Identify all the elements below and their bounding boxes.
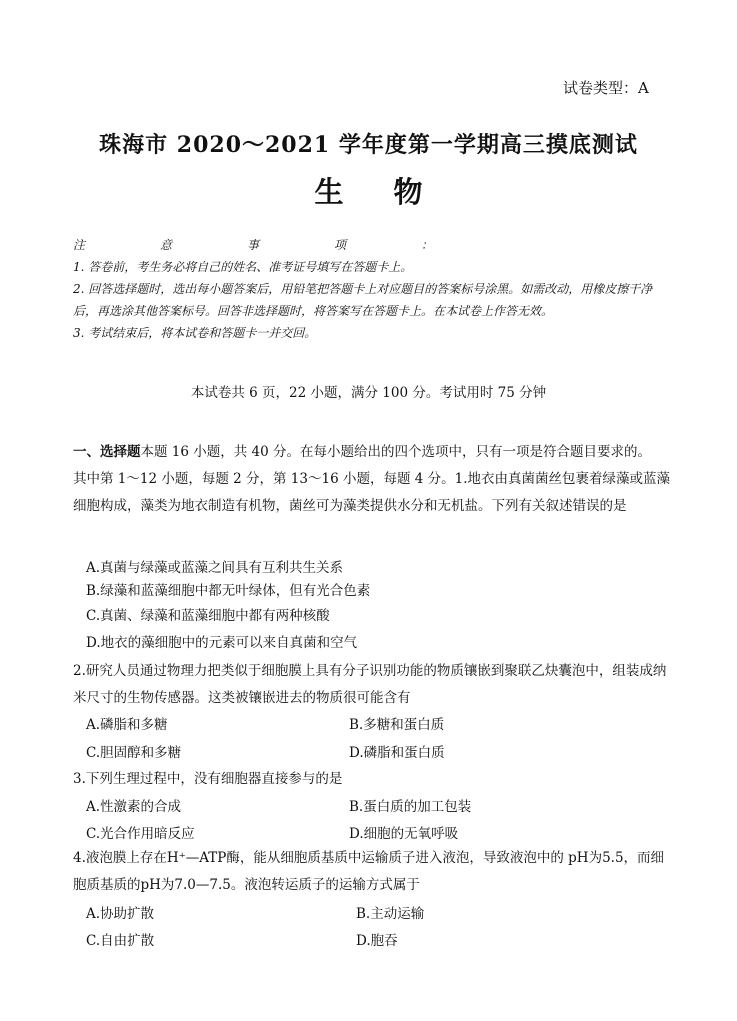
option-2a: A.磷脂和多糖	[86, 717, 168, 733]
question-stem: 3.下列生理过程中，没有细胞器直接参与的是	[73, 771, 343, 787]
notes-heading-char: ：	[420, 238, 433, 252]
notes-block	[73, 234, 673, 344]
option-1c: C.真菌、绿藻和蓝藻细胞中都有两种核酸	[86, 608, 330, 624]
section-heading: 一、选择题	[73, 444, 141, 460]
notes-item: 3. 考试结束后，将本试卷和答题卡一并交回。	[73, 326, 317, 340]
option-3b: B.蛋白质的加工包装	[349, 799, 472, 815]
option-1a: A.真菌与绿藻或蓝藻之间具有互利共生关系	[86, 560, 344, 576]
notes-heading-char: 事	[246, 238, 259, 252]
option-4d: D.胞吞	[356, 933, 398, 949]
option-3d: D.细胞的无氧呼吸	[349, 826, 459, 842]
section-intro	[73, 439, 673, 520]
option-3c: C.光合作用暗反应	[86, 826, 195, 842]
question-stem: 4.液泡膜上存在H⁺—ATP酶，能从细胞质基质中运输质子进入液泡，导致液泡中的 pH为5.5，而细胞质基质的pH为7.0—7.5。液泡转运质子的运输方式属于	[73, 850, 665, 893]
notes-heading-char: 注	[73, 238, 86, 252]
section-intro-scoring: 其中第 1～12 小题，每题 2 分，第 13～16 小题，每题 4 分。	[73, 471, 455, 487]
option-2b: B.多糖和蛋白质	[349, 717, 445, 733]
question-stem: 2.研究人员通过物理力把类似于细胞膜上具有分子识别功能的物质镶嵌到聚联乙炔囊泡中，组装成纳米尺寸的生物传感器。这类被镶嵌进去的物质很可能含有	[73, 663, 667, 706]
option-2d: D.磷脂和蛋白质	[349, 745, 445, 761]
paper-type-label: 试卷类型：A	[563, 79, 649, 97]
option-4c: C.自由扩散	[86, 933, 155, 949]
option-3a: A.性激素的合成	[86, 799, 182, 815]
option-4a: A.协助扩散	[86, 906, 155, 922]
option-2c: C.胆固醇和多糖	[86, 745, 182, 761]
option-1b: B.绿藻和蓝藻细胞中都无叶绿体，但有光合色素	[86, 583, 371, 599]
subject-title: 生物	[314, 175, 473, 209]
section-intro-text: 本题 16 小题，共 40 分。在每小题给出的四个选项中，只有一项是符合题目要求的。	[140, 444, 652, 460]
notes-heading-char: 意	[159, 238, 172, 252]
notes-heading	[73, 234, 433, 256]
option-4b: B.主动运输	[356, 906, 425, 922]
notes-item: 1. 答卷前，考生务必将自己的姓名、准考证号填写在答题卡上。	[73, 260, 413, 274]
exam-info: 本试卷共 6 页，22 小题，满分 100 分。考试用时 75 分钟	[190, 385, 547, 401]
exam-title: 珠海市 2020～2021 学年度第一学期高三摸底测试	[99, 132, 638, 158]
notes-item: 2. 回答选择题时，选出每小题答案后，用铅笔把答题卡上对应题目的答案标号涂黑。如需改动，用橡皮擦干净后，再选涂其他答案标号。回答非选择题时，将答案写在答题卡上。在本试卷上作答无效。	[73, 282, 653, 318]
notes-heading-char: 项	[333, 238, 346, 252]
option-1d: D.地衣的藻细胞中的元素可以来自真菌和空气	[86, 635, 358, 651]
question-stem: 1.地衣由真菌菌丝包裹着绿藻或蓝藻细胞构成，藻类为地衣制造有机物，菌丝可为藻类提供水分和无机盐。下列有关叙述错误的是	[73, 471, 671, 514]
